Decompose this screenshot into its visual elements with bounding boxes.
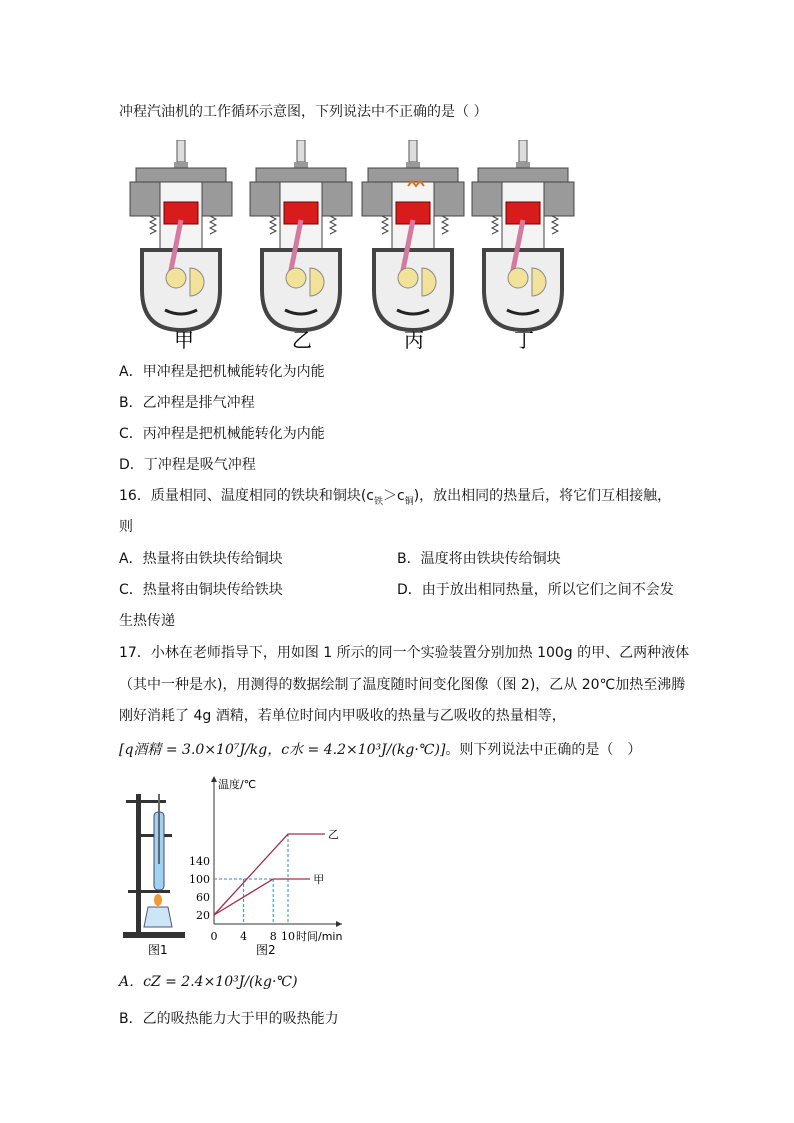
q16-option-d[interactable]: D．由于放出相同热量，所以它们之间不会发 (397, 582, 674, 598)
q15-stem: 冲程汽油机的工作循环示意图，下列说法中不正确的是（ ） (119, 104, 488, 120)
engine-label-jia: 甲 (174, 328, 194, 352)
q15-option-c[interactable]: C．丙冲程是把机械能转化为内能 (119, 426, 325, 442)
y-axis-arrow (211, 776, 217, 782)
q16-option-c[interactable]: C．热量将由铜块传给铁块 (119, 582, 283, 598)
x-tick-label: 0 (210, 930, 218, 943)
temperature-chart (189, 776, 342, 943)
q16-sub-fe: 铁 (373, 496, 383, 507)
x-tick-label: 10 (281, 930, 295, 943)
apparatus-figure (123, 794, 185, 957)
series-line-jia (214, 879, 310, 915)
q15-option-a[interactable]: A．甲冲程是把机械能转化为内能 (119, 364, 325, 380)
q17-formula: [q酒精 = 3.0×10⁷J/kg，c水 = 4.2×10³J/(kg·℃)] (119, 742, 446, 758)
q16-option-a[interactable]: A．热量将由铁块传给铜块 (119, 551, 283, 567)
q16-stem-line2: 则 (119, 519, 133, 535)
y-tick-label: 100 (189, 873, 210, 886)
y-tick-label: 60 (196, 891, 210, 904)
q16-gt: ＞c (383, 488, 405, 504)
q16-sub-cu: 铜 (404, 496, 414, 507)
q17-line4-tail: 。则下列说法中正确的是（ ） (445, 742, 642, 758)
series-label-jia: 甲 (313, 873, 325, 886)
q16-stem-line1 (119, 486, 671, 512)
engine-label-bing: 丙 (404, 328, 424, 352)
series-line-yi (214, 834, 325, 915)
q17-option-a[interactable]: A．cZ = 2.4×10³J/(kg·℃) (119, 974, 298, 990)
q17-line4 (119, 740, 641, 760)
q16-stem-pre: 16．质量相同、温度相同的铁块和铜块(c (119, 488, 374, 504)
x-tick-label: 8 (269, 930, 277, 943)
y-axis-label: 温度/℃ (218, 778, 257, 791)
q15-option-b[interactable]: B．乙冲程是排气冲程 (119, 395, 255, 411)
y-tick-label: 140 (189, 855, 210, 868)
q16-option-d-cont: 生热传递 (119, 613, 175, 629)
fig1-label: 图1 (148, 943, 168, 957)
q15-option-d[interactable]: D．丁冲程是吸气冲程 (119, 457, 256, 473)
q17-line3: 刚好消耗了 4g 酒精，若单位时间内甲吸收的热量与乙吸收的热量相等， (119, 708, 566, 724)
series-label-yi: 乙 (328, 828, 339, 841)
fig2-label: 图2 (256, 943, 276, 957)
q16-stem-post: )，放出相同的热量后，将它们互相接触， (413, 488, 672, 504)
q17-line2: （其中一种是水)，用测得的数据绘制了温度随时间变化图像（图 2)，乙从 20℃加热至沸腾 (119, 677, 686, 693)
q17-line1: 17．小林在老师指导下，用如图 1 所示的同一个实验装置分别加热 100g 的甲、乙两种液体 (119, 645, 690, 661)
q17-figures (118, 772, 368, 967)
x-axis-arrow (336, 921, 342, 927)
x-axis-label: 时间/min (296, 930, 343, 943)
engine-cycle-diagram (122, 140, 582, 355)
q17-option-b[interactable]: B．乙的吸热能力大于甲的吸热能力 (119, 1011, 339, 1027)
engine-label-yi: 乙 (292, 328, 312, 352)
engine-label-ding: 丁 (514, 328, 534, 352)
x-tick-label: 4 (240, 930, 248, 943)
q16-option-b[interactable]: B．温度将由铁块传给铜块 (397, 551, 561, 567)
y-tick-label: 20 (196, 909, 210, 922)
